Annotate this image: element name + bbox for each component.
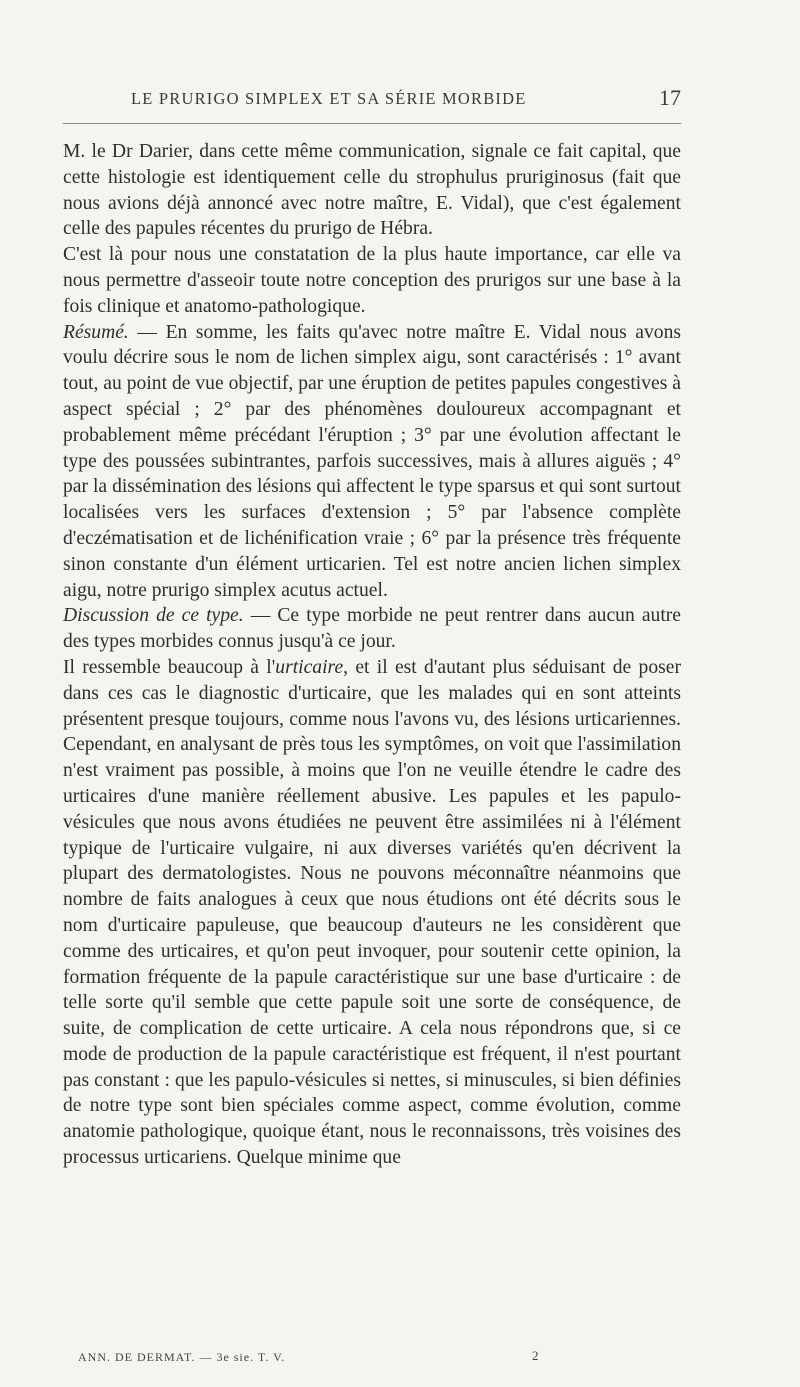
paragraph-2-text: C'est là pour nous une constatation de la plus haute importance, car elle va nous permettre d'asseoir toute notre conception des prurigos sur une base à la fois clinique et anatomo-pathologique.: [63, 244, 681, 317]
resume-heading: Résumé.: [63, 321, 129, 343]
resume-text: — En somme, les faits qu'avec notre maître E. Vidal nous avons voulu décrire sous le nom de lichen simplex aigu, sont caractérisés : 1° avant tout, au point de vue objectif, par une éruption de petites papules congestives à aspect spécial ; 2° par des phénomènes douloureux accompagnant et probablement même précédant l'éruption ; 3° par une évolution affectant le type des poussées subintrantes, parfois successives, mais à allures aiguës ; 4° par la dissémination des lésions qui affectent le type sparsus et qui sont surtout localisées vers les surfaces d'extension ; 5° par l'absence complète d'eczématisation et de lichénification vraie ; 6° par la présence très fréquente sinon constante d'un élément urticarien. Tel est notre ancien lichen simplex aigu, notre prurigo simplex acutus actuel.: [63, 321, 681, 601]
urticaire-term: urticaire: [275, 656, 344, 678]
discussion-heading: Discussion de ce type.: [63, 605, 244, 627]
page-header: [63, 86, 681, 112]
paragraph-1: [63, 139, 681, 242]
body-text: [63, 139, 681, 1171]
page-number: 17: [659, 85, 681, 110]
paragraph-urticaire: [63, 655, 681, 1171]
signature-mark: 2: [532, 1348, 539, 1363]
urticaire-pre: Il ressemble beaucoup à l': [63, 656, 276, 678]
header-rule: [63, 123, 681, 124]
paragraph-discussion: [63, 603, 681, 655]
page-footer: ANN. DE DERMAT. — 3e sie. T. V.: [78, 1350, 286, 1364]
paragraph-resume: [63, 320, 681, 604]
running-title: LE PRURIGO SIMPLEX ET SA SÉRIE MORBIDE: [131, 89, 527, 108]
discussion-text: — Ce type morbide ne peut rentrer dans aucun autre des types morbides connus jusqu'à ce jour.: [63, 605, 681, 653]
urticaire-text: , et il est d'autant plus séduisant de poser dans ces cas le diagnostic d'urticaire, que les malades qui en sont atteints présentent presque toujours, comme nous l'avons vu, des lésions urticariennes. Cependant, en analysant de près tous les symptômes, on voit que l'assimilation n'est vraiment pas possible, à moins que l'on ne veuille étendre le cadre des urticaires d'une manière réellement abusive. Les papules et les papulo-vésicules que nous avons étudiées ne peuvent être assimilées ni à l'élément typique de l'urticaire vulgaire, ni aux diverses variétés qu'en décrivent la plupart des dermatologistes. Nous ne pouvons méconnaître néanmoins que nombre de faits analogues à ceux que nous étudions ont été décrits sous le nom d'urticaire papuleuse, que beaucoup d'auteurs ne les considèrent que comme des urticaires, et qu'on peut invoquer, pour soutenir cette opinion, la formation fréquente de la papule caractéristique sur une base d'urticaire : de telle sorte qu'il semble que cette papule soit une sorte de conséquence, de suite, de complication de cette urticaire. A cela nous répondrons que, si ce mode de production de la papule caractéristique est fréquent, il n'est pourtant pas constant : que les papulo-vésicules si nettes, si minuscules, si bien définies de notre type sont bien spéciales comme aspect, comme évolution, comme anatomie pathologique, quoique étant, nous le reconnaissons, très voisines des processus urticariens. Quelque minime que: [63, 656, 682, 1169]
paragraph-1-text: M. le Dr Darier, dans cette même communication, signale ce fait capital, que cette histologie est identiquement celle du strophulus pruriginosus (fait que nous avions déjà annoncé avec notre maître, E. Vidal), que c'est également celle des papules récentes du prurigo de Hébra.: [63, 141, 681, 240]
paragraph-2: [63, 242, 681, 319]
